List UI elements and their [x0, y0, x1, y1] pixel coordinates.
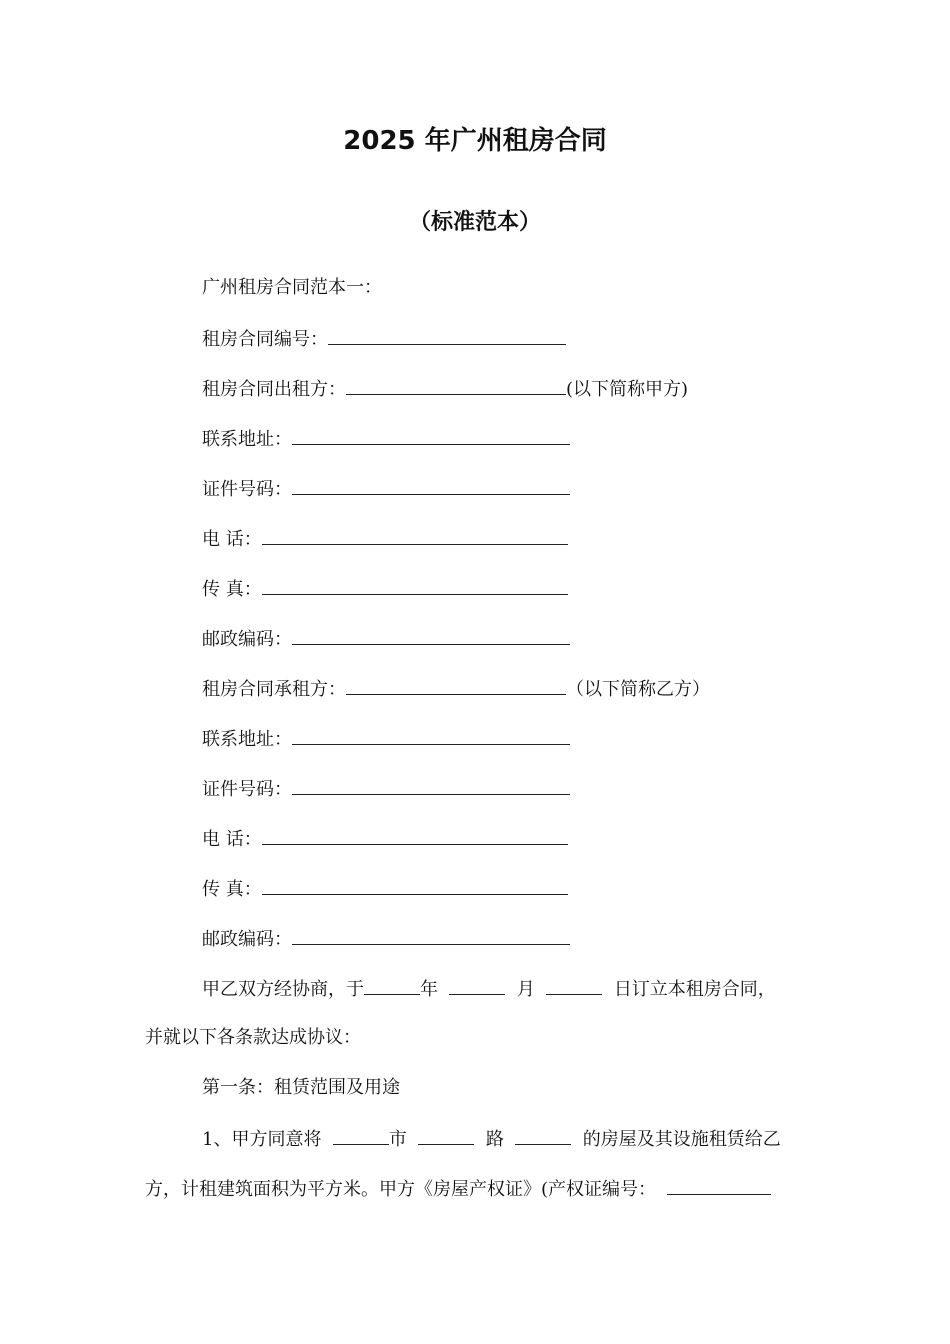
- lessor-blank[interactable]: [346, 376, 566, 395]
- lessee-fax-label: 传 真：: [202, 879, 262, 900]
- lessor-fax-label: 传 真：: [202, 579, 262, 600]
- lessor-label: 租房合同出租方：: [202, 379, 346, 400]
- city-label: 市: [388, 1129, 407, 1150]
- lessee-id-blank[interactable]: [292, 776, 570, 795]
- year-blank[interactable]: [364, 976, 420, 995]
- lessee-id-line: [202, 776, 570, 802]
- agreement-line-2: 并就以下各条款达成协议：: [145, 1027, 361, 1048]
- lessee-line: [202, 676, 710, 702]
- lessee-phone-line: [202, 826, 568, 852]
- clause-1-prefix: 1、甲方同意将: [202, 1129, 322, 1150]
- clause-1-line-2-text: 方，计租建筑面积为平方米。甲方《房屋产权证》(产权证编号：: [145, 1179, 657, 1200]
- lessor-suffix: (以下简称甲方): [566, 379, 689, 400]
- city-blank[interactable]: [333, 1126, 389, 1145]
- lessor-fax-line: [202, 576, 568, 602]
- month-label: 月: [516, 979, 535, 1000]
- contract-number-label: 租房合同编号：: [202, 329, 328, 350]
- lessor-postcode-blank[interactable]: [292, 626, 570, 645]
- lessee-postcode-blank[interactable]: [292, 926, 570, 945]
- contract-number-line: [202, 326, 566, 352]
- lessee-suffix: （以下简称乙方）: [566, 679, 710, 700]
- lessor-fax-blank[interactable]: [262, 576, 568, 595]
- lessee-address-line: [202, 726, 570, 752]
- lessor-address-line: [202, 426, 570, 452]
- lessor-id-blank[interactable]: [292, 476, 570, 495]
- intro-line: 广州租房合同范本一：: [202, 277, 382, 298]
- lessee-fax-blank[interactable]: [262, 876, 568, 895]
- lessor-address-label: 联系地址：: [202, 429, 292, 450]
- agreement-prefix: 甲乙双方经协商，于: [202, 979, 364, 1000]
- lessee-postcode-line: [202, 926, 570, 952]
- day-blank[interactable]: [546, 976, 602, 995]
- lessor-id-label: 证件号码：: [202, 479, 292, 500]
- lessor-line: [202, 376, 688, 402]
- lessee-id-label: 证件号码：: [202, 779, 292, 800]
- clause-1-line: [202, 1126, 781, 1152]
- road-number-blank[interactable]: [515, 1126, 571, 1145]
- road-label: 路: [485, 1129, 504, 1150]
- lessee-fax-line: [202, 876, 568, 902]
- lessee-address-label: 联系地址：: [202, 729, 292, 750]
- year-label: 年: [420, 979, 438, 1000]
- agreement-line: [202, 976, 776, 1002]
- lessor-phone-label: 电 话：: [202, 529, 262, 550]
- lessee-postcode-label: 邮政编码：: [202, 929, 292, 950]
- lessor-address-blank[interactable]: [292, 426, 570, 445]
- road-name-blank[interactable]: [418, 1126, 474, 1145]
- article-1-title: 第一条：租赁范围及用途: [202, 1077, 400, 1098]
- document-title: 2025 年广州租房合同: [343, 126, 607, 156]
- clause-1-suffix: 的房屋及其设施租赁给乙: [582, 1129, 781, 1150]
- lessee-blank[interactable]: [346, 676, 566, 695]
- clause-1-line-2: [145, 1176, 771, 1202]
- agreement-day-suffix: 日订立本租房合同，: [613, 979, 776, 1000]
- document-subtitle: （标准范本）: [408, 210, 541, 235]
- lessee-label: 租房合同承租方：: [202, 679, 346, 700]
- property-certificate-blank[interactable]: [667, 1176, 771, 1195]
- lessee-phone-label: 电 话：: [202, 829, 262, 850]
- lessor-postcode-line: [202, 626, 570, 652]
- lessor-phone-line: [202, 526, 568, 552]
- month-blank[interactable]: [449, 976, 505, 995]
- contract-number-blank[interactable]: [328, 326, 566, 345]
- lessor-phone-blank[interactable]: [262, 526, 568, 545]
- lessee-phone-blank[interactable]: [262, 826, 568, 845]
- lessee-address-blank[interactable]: [292, 726, 570, 745]
- lessor-id-line: [202, 476, 570, 502]
- lessor-postcode-label: 邮政编码：: [202, 629, 292, 650]
